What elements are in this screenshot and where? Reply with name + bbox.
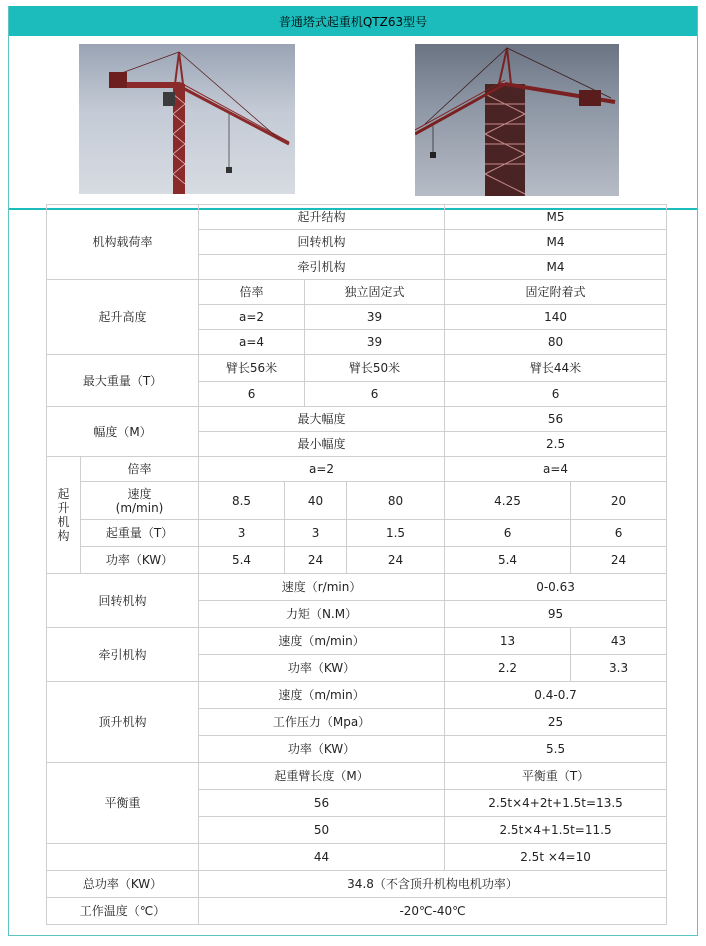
- hoist-speed-label: [81, 482, 199, 520]
- hoist-power-value: 24: [571, 547, 667, 574]
- hoist-speed-value: 20: [571, 482, 667, 520]
- load-rate-value: M5: [445, 205, 667, 230]
- counterweight-weight: 2.5t×4+1.5t=11.5: [445, 817, 667, 844]
- hoist-load-value: 3: [199, 520, 285, 547]
- climbing-value: 25: [445, 709, 667, 736]
- counterweight-header: 起重臂长度（M）: [199, 763, 445, 790]
- hoist-ratio-label: 倍率: [81, 457, 199, 482]
- amplitude-value: 56: [445, 407, 667, 432]
- hoist-power-value: 24: [285, 547, 347, 574]
- hoist-power-value: 5.4: [199, 547, 285, 574]
- hoist-load-label: 起重量（T）: [81, 520, 199, 547]
- max-load-value: 6: [199, 382, 305, 407]
- hoist-ratio-value: a=4: [445, 457, 667, 482]
- hoist-speed-value: 40: [285, 482, 347, 520]
- hoist-speed-label-line: 速度: [127, 486, 152, 501]
- photo-band: [9, 36, 697, 208]
- working-temp-label: 工作温度（℃）: [47, 898, 199, 925]
- trolley-value: 2.2: [445, 655, 571, 682]
- hoist-label-char: 起: [57, 487, 70, 501]
- lift-height-header: 倍率: [199, 280, 305, 305]
- hoist-label-char: 升: [57, 501, 70, 515]
- trolley-value: 13: [445, 628, 571, 655]
- lift-height-cell: a=4: [199, 330, 305, 355]
- trolley-label: 牵引机构: [47, 628, 199, 682]
- lift-height-header: 固定附着式: [445, 280, 667, 305]
- slewing-label: 回转机构: [47, 574, 199, 628]
- hoist-power-value: 24: [347, 547, 445, 574]
- load-rate-item: 起升结构: [199, 205, 445, 230]
- climbing-item: 工作压力（Mpa）: [199, 709, 445, 736]
- lift-height-cell: 39: [305, 305, 445, 330]
- counterweight-weight: 2.5t ×4=10: [445, 844, 667, 871]
- max-load-header: 臂长44米: [445, 355, 667, 382]
- max-load-header: 臂长50米: [305, 355, 445, 382]
- hoist-ratio-value: a=2: [199, 457, 445, 482]
- max-load-header: 臂长56米: [199, 355, 305, 382]
- slewing-value: 95: [445, 601, 667, 628]
- counterweight-blank: [47, 844, 199, 871]
- total-power-value: 34.8（不含顶升机构电机功率）: [199, 871, 667, 898]
- hoist-label-char: 机: [57, 515, 70, 529]
- hoist-speed-value: 4.25: [445, 482, 571, 520]
- counterweight-boom: 56: [199, 790, 445, 817]
- lift-height-cell: 140: [445, 305, 667, 330]
- trolley-value: 43: [571, 628, 667, 655]
- load-rate-item: 回转机构: [199, 230, 445, 255]
- hoist-load-value: 1.5: [347, 520, 445, 547]
- climbing-value: 5.5: [445, 736, 667, 763]
- lift-height-label: 起升高度: [47, 280, 199, 355]
- hoist-load-value: 6: [445, 520, 571, 547]
- hoist-label-char: 构: [57, 529, 70, 543]
- amplitude-label: 幅度（M）: [47, 407, 199, 457]
- climbing-label: 顶升机构: [47, 682, 199, 763]
- hoist-power-label: 功率（KW）: [81, 547, 199, 574]
- max-load-value: 6: [305, 382, 445, 407]
- hoist-speed-label-line: (m/min): [115, 500, 164, 515]
- hoist-power-value: 5.4: [445, 547, 571, 574]
- counterweight-header: 平衡重（T）: [445, 763, 667, 790]
- slewing-item: 力矩（N.M）: [199, 601, 445, 628]
- tower-crane-right-icon: [415, 44, 619, 196]
- trolley-item: 功率（KW）: [199, 655, 445, 682]
- climbing-value: 0.4-0.7: [445, 682, 667, 709]
- counterweight-weight: 2.5t×4+2t+1.5t=13.5: [445, 790, 667, 817]
- amplitude-item: 最大幅度: [199, 407, 445, 432]
- load-rate-label: 机构载荷率: [47, 205, 199, 280]
- total-power-label: 总功率（KW）: [47, 871, 199, 898]
- tower-crane-photo-right: [415, 44, 619, 196]
- max-load-value: 6: [445, 382, 667, 407]
- lift-height-cell: 39: [305, 330, 445, 355]
- climbing-item: 速度（m/min）: [199, 682, 445, 709]
- hoist-label: [47, 457, 81, 574]
- load-rate-value: M4: [445, 255, 667, 280]
- counterweight-label: 平衡重: [47, 763, 199, 844]
- load-rate-value: M4: [445, 230, 667, 255]
- hoist-speed-value: 80: [347, 482, 445, 520]
- amplitude-value: 2.5: [445, 432, 667, 457]
- hoist-load-value: 6: [571, 520, 667, 547]
- climbing-item: 功率（KW）: [199, 736, 445, 763]
- amplitude-item: 最小幅度: [199, 432, 445, 457]
- lift-height-header: 独立固定式: [305, 280, 445, 305]
- counterweight-boom: 50: [199, 817, 445, 844]
- load-rate-item: 牵引机构: [199, 255, 445, 280]
- trolley-item: 速度（m/min）: [199, 628, 445, 655]
- working-temp-value: -20℃-40℃: [199, 898, 667, 925]
- lift-height-cell: 80: [445, 330, 667, 355]
- counterweight-boom: 44: [199, 844, 445, 871]
- hoist-speed-value: 8.5: [199, 482, 285, 520]
- slewing-value: 0-0.63: [445, 574, 667, 601]
- tower-crane-photo-left: [79, 44, 295, 194]
- spec-table: [46, 204, 667, 925]
- tower-crane-left-icon: [79, 44, 295, 194]
- lift-height-cell: a=2: [199, 305, 305, 330]
- slewing-item: 速度（r/min）: [199, 574, 445, 601]
- max-load-label: 最大重量（T）: [47, 355, 199, 407]
- trolley-value: 3.3: [571, 655, 667, 682]
- hoist-load-value: 3: [285, 520, 347, 547]
- page-title: 普通塔式起重机QTZ63型号: [9, 6, 697, 36]
